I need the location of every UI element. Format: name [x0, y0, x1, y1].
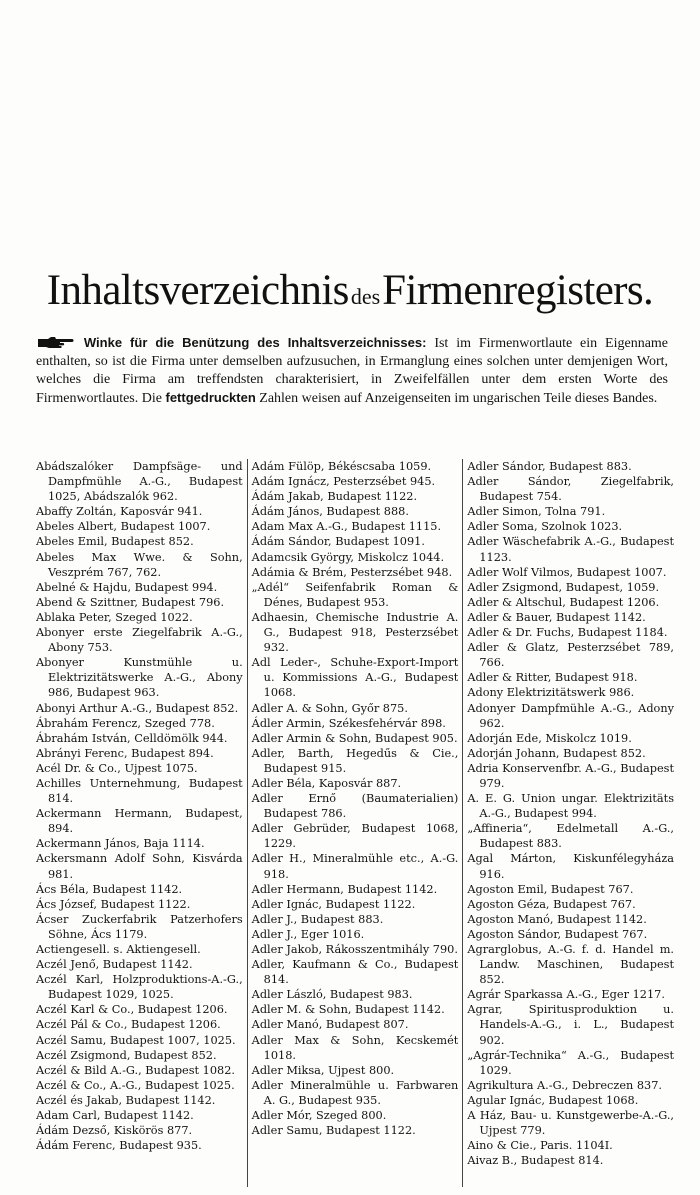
index-entry: Ádám János, Budapest 888. [251, 505, 409, 519]
index-entry: Ábrahám Ferencz, Szeged 778. [36, 716, 215, 730]
usage-hints [36, 334, 668, 408]
index-entry: A Ház, Bau- u. Kunstgewerbe-A.-G., Ujpest 779. [467, 1109, 675, 1138]
index-entry: Adamcsik György, Miskolcz 1044. [251, 550, 445, 564]
index-entry: Adler Ernő (Baumaterialien) Budapest 786. [251, 792, 459, 821]
index-entry: Agrikultura A.-G., Debreczen 837. [467, 1078, 663, 1092]
index-entry: Adler Miksa, Ujpest 800. [251, 1063, 395, 1077]
index-entry: Abaffy Zoltán, Kaposvár 941. [36, 505, 203, 519]
index-entry: Adony Elektrizitätswerk 986. [467, 686, 635, 700]
index-entry: Agoston Emil, Budapest 767. [467, 882, 634, 896]
index-entry: Adler & Dr. Fuchs, Budapest 1184. [467, 626, 668, 640]
title-part-2: des [350, 284, 381, 309]
index-entry: Ackersmann Adolf Sohn, Kisvárda 981. [36, 852, 243, 881]
index-entry: Abádszalóker Dampfsäge- und Dampfmühle A.-G., Budapest 1025, Abádszalók 962. [36, 460, 243, 504]
index-entry: Adler Mór, Szeged 800. [251, 1109, 387, 1123]
index-entry: Adler Armin & Sohn, Budapest 905. [251, 731, 458, 745]
index-entry: Aczél Zsigmond, Budapest 852. [36, 1048, 217, 1062]
index-entry: Actiengesell. s. Aktiengesell. [36, 943, 201, 956]
title-part-1: Inhaltsverzeichnis [46, 267, 349, 314]
index-column-2 [247, 459, 459, 1187]
index-entry: Abonyer erste Ziegelfabrik A.-G., Abony 753. [36, 626, 243, 655]
index-entry: Aczél Karl, Holzproduktions-A.-G., Budapest 1029, 1025. [36, 973, 243, 1002]
index-entry: Adler & Bauer, Budapest 1142. [467, 610, 646, 624]
index-entry: Adler László, Budapest 983. [251, 988, 413, 1002]
index-entry: Adler Ignác, Budapest 1122. [251, 897, 416, 911]
index-entry: Agrarglobus, A.-G. f. d. Handel m. Landw. Maschinen, Budapest 852. [467, 943, 675, 987]
index-entry: Adler Mineralmühle u. Farbwaren A. G., Budapest 935. [251, 1078, 459, 1107]
index-entry: Ádler Armin, Székesfehérvár 898. [251, 716, 446, 730]
index-entry: Adler Manó, Budapest 807. [251, 1018, 409, 1032]
index-entry: Adria Konservenfbr. A.-G., Budapest 979. [467, 761, 675, 790]
index-entry: Ackermann Hermann, Budapest, 894. [36, 807, 243, 836]
index-entry: Adámia & Brém, Pesterzsébet 948. [251, 565, 453, 579]
index-entry: Adam Max A.-G., Budapest 1115. [251, 520, 442, 534]
index-entry: Aczél & Co., A.-G., Budapest 1025. [36, 1078, 235, 1092]
index-entry: Ács József, Budapest 1122. [36, 897, 191, 911]
index-entry: Adonyer Dampfmühle A.-G., Adony 962. [467, 701, 675, 730]
index-entry: Ádám Dezső, Kiskörös 877. [36, 1124, 193, 1138]
index-entry: Adorján Ede, Miskolcz 1019. [467, 731, 632, 745]
index-entry: Adler Hermann, Budapest 1142. [251, 882, 438, 896]
hint-heading: Winke für die Benützung des Inhaltsverzeichnisses: [83, 335, 427, 350]
pointing-hand-icon [36, 336, 76, 348]
index-entry: Abrányi Ferenc, Budapest 894. [36, 746, 214, 760]
index-entry: Abeles Albert, Budapest 1007. [36, 520, 211, 534]
index-entry: Agular Ignác, Budapest 1068. [467, 1093, 639, 1107]
index-entry: Adler Soma, Szolnok 1023. [467, 520, 623, 534]
title-part-3: Firmenregisters. [382, 267, 654, 314]
index-entry: Adhaesin, Chemische Industrie A. G., Budapest 918, Pesterzsébet 932. [251, 610, 459, 655]
index-entry: Adam Carl, Budapest 1142. [36, 1109, 194, 1123]
index-entry: „Affineria“, Edelmetall A.-G., Budapest 883. [467, 822, 675, 851]
index-entry: Abend & Szittner, Budapest 796. [36, 595, 225, 609]
index-entry: Adler & Glatz, Pesterzsébet 789, 766. [467, 641, 675, 670]
index-entry: Abonyer Kunstmühle u. Elektrizitätswerke A.-G., Abony 986, Budapest 963. [36, 656, 243, 700]
index-entry: Adler Samu, Budapest 1122. [251, 1124, 416, 1138]
index-entry: Agal Márton, Kiskunfélegyháza 916. [467, 852, 675, 881]
index-entry: Adler Gebrüder, Budapest 1068, 1229. [251, 822, 459, 851]
index-entry: Agoston Sándor, Budapest 767. [467, 927, 648, 941]
index-entry: Adler Max & Sohn, Kecskemét 1018. [251, 1033, 459, 1062]
index-entry: Abeles Max Wwe. & Sohn, Veszprém 767, 762. [36, 550, 243, 579]
index-entry: Adler A. & Sohn, Győr 875. [251, 701, 408, 715]
hint-text-1: Ist im Firmenwortlaute ein Eigenname enthalten, so ist die Firma unter demselben aufzusuchen, in Ermanglung eines solchen unter demjenigen Wort, welches die Firma am treffendsten charakterisiert, in Zweifelfällen unter dem ersten Worte des Firmenwortlautes. Die [36, 336, 669, 406]
index-entry: Abonyi Arthur A.-G., Budapest 852. [36, 701, 239, 715]
index-entry: Adler H., Mineralmühle etc., A.-G. 918. [251, 852, 459, 881]
index-entry: A. E. G. Union ungar. Elektrizitäts A.-G., Budapest 994. [467, 792, 675, 821]
index-entry: Aivaz B., Budapest 814. [467, 1154, 604, 1168]
index-entry: Aino & Cie., Paris. 1104I. [467, 1139, 613, 1153]
index-entry: Ács Béla, Budapest 1142. [36, 882, 183, 896]
index-entry: Adler M. & Sohn, Budapest 1142. [251, 1003, 445, 1017]
index-entry: Aczél Jenő, Budapest 1142. [36, 958, 193, 972]
firm-index [36, 459, 674, 1187]
index-entry: Abelné & Hajdu, Budapest 994. [36, 580, 218, 594]
index-entry: Aczél Pál & Co., Budapest 1206. [36, 1018, 221, 1032]
index-entry: Ádám Ferenc, Budapest 935. [36, 1139, 202, 1153]
index-entry: Adler J., Eger 1016. [251, 927, 365, 941]
page-title [0, 266, 700, 315]
index-column-1 [36, 459, 243, 1187]
index-entry: Adler Zsigmond, Budapest, 1059. [467, 580, 660, 594]
index-entry: Agoston Géza, Budapest 767. [467, 897, 636, 911]
index-entry: „Adél“ Seifenfabrik Roman & Dénes, Budapest 953. [251, 580, 459, 609]
index-entry: Adler, Kaufmann & Co., Budapest 814. [251, 958, 459, 987]
index-entry: Adler & Ritter, Budapest 918. [467, 671, 638, 685]
index-entry: Ábrahám István, Celldömölk 944. [36, 731, 228, 745]
index-entry: „Agrár-Technika“ A.-G., Budapest 1029. [467, 1048, 675, 1077]
index-entry: Adler Jakob, Rákosszentmihály 790. [251, 943, 458, 956]
index-entry: Aczél Samu, Budapest 1007, 1025. [36, 1033, 236, 1047]
index-entry: Adler Béla, Kaposvár 887. [251, 776, 402, 790]
index-entry: Ackermann János, Baja 1114. [36, 837, 205, 851]
index-entry: Adler J., Budapest 883. [251, 912, 384, 926]
index-entry: Acél Dr. & Co., Ujpest 1075. [36, 761, 198, 775]
index-entry: Ácser Zuckerfabrik Patzerhofers Söhne, Ács 1179. [36, 912, 243, 941]
index-entry: Aczél & Bild A.-G., Budapest 1082. [36, 1063, 236, 1077]
index-entry: Adorján Johann, Budapest 852. [467, 746, 646, 760]
index-entry: Ádám Sándor, Budapest 1091. [251, 535, 425, 549]
index-entry: Agrar, Spiritusproduktion u. Handels-A.-G., i. L., Budapest 902. [467, 1003, 675, 1047]
index-entry: Adler Simon, Tolna 791. [467, 505, 606, 519]
index-entry: Adler Sándor, Ziegelfabrik, Budapest 754. [467, 475, 675, 504]
hint-bold-word: fettgedruckten [165, 390, 256, 405]
index-entry: Adler, Barth, Hegedűs & Cie., Budapest 915. [251, 746, 459, 775]
index-entry: Adám Fülöp, Békéscsaba 1059. [251, 460, 432, 473]
index-entry: Adler Wäschefabrik A.-G., Budapest 1123. [467, 535, 675, 564]
index-entry: Adler Wolf Vilmos, Budapest 1007. [467, 565, 667, 579]
index-entry: Aczél és Jakab, Budapest 1142. [36, 1093, 216, 1107]
index-entry: Aczél Karl & Co., Budapest 1206. [36, 1003, 228, 1017]
index-column-3 [462, 459, 674, 1187]
index-entry: Adám Ignácz, Pesterzsébet 945. [251, 475, 436, 489]
index-entry: Agoston Manó, Budapest 1142. [467, 912, 647, 926]
index-entry: Ablaka Peter, Szeged 1022. [36, 610, 193, 624]
index-entry: Adler & Altschul, Budapest 1206. [467, 595, 660, 609]
index-entry: Adler Sándor, Budapest 883. [467, 460, 632, 473]
index-entry: Achilles Unternehmung, Budapest 814. [36, 776, 243, 806]
index-entry: Adl Leder-, Schuhe-Export-Import u. Kommissions A.-G., Budapest 1068. [251, 656, 459, 700]
index-entry: Agrár Sparkassa A.-G., Eger 1217. [467, 988, 665, 1002]
index-entry: Ádám Jakab, Budapest 1122. [251, 490, 418, 504]
hint-text-2: Zahlen weisen auf Anzeigenseiten im ungarischen Teile dieses Bandes. [259, 391, 658, 406]
index-entry: Abeles Emil, Budapest 852. [36, 535, 194, 549]
